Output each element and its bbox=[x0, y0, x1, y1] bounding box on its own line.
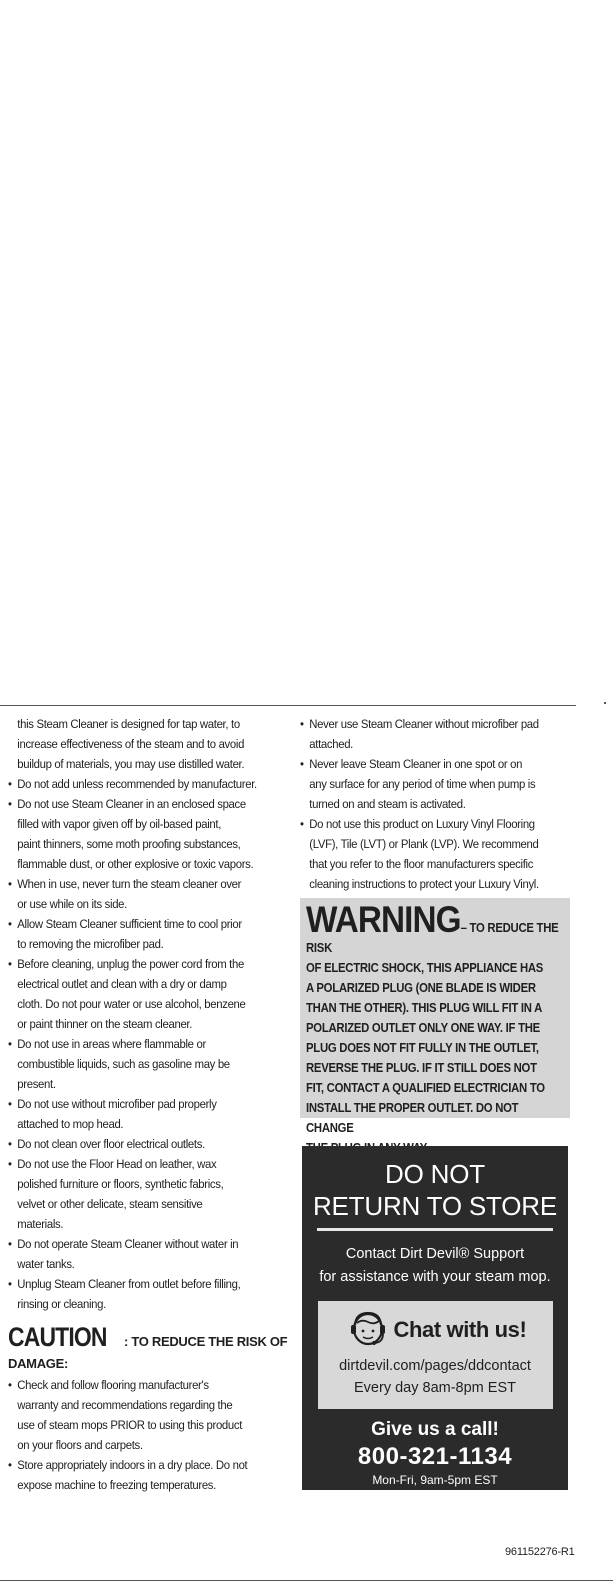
list-item-continuation: velvet or other delicate, steam sensitive bbox=[17, 1197, 203, 1211]
warning-line: OF ELECTRIC SHOCK, THIS APPLIANCE HAS bbox=[306, 961, 544, 975]
list-item: • Do not use without microfiber pad properly bbox=[8, 1094, 296, 1114]
top-divider bbox=[0, 705, 576, 706]
caution-subtitle-line2: DAMAGE: bbox=[8, 1356, 69, 1371]
chat-title: Chat with us! bbox=[393, 1317, 527, 1342]
warning-line: THAN THE OTHER). THIS PLUG WILL FIT IN A bbox=[306, 1001, 543, 1015]
list-item-continuation: on your floors and carpets. bbox=[17, 1438, 143, 1452]
do-not-return-title bbox=[302, 1158, 568, 1222]
warning-line: POLARIZED OUTLET ONLY ONE WAY. IF THE bbox=[306, 1021, 540, 1035]
list-item: • Do not clean over floor electrical outlets. bbox=[8, 1134, 296, 1154]
list-item-continuation: rinsing or cleaning. bbox=[17, 1297, 106, 1311]
list-item-continuation: increase effectiveness of the steam and to avoid bbox=[17, 737, 245, 751]
list-item-continuation: materials. bbox=[17, 1217, 64, 1231]
caution-word: CAUTION bbox=[8, 1322, 107, 1352]
list-item: • When in use, never turn the steam cleaner over bbox=[8, 874, 296, 894]
contact-text bbox=[302, 1243, 568, 1289]
chat-url-link[interactable]: dirtdevil.com/pages/ddcontact bbox=[339, 1358, 531, 1374]
list-item-continuation: expose machine to freezing temperatures. bbox=[17, 1478, 216, 1492]
left-column bbox=[8, 714, 288, 1495]
list-item-continuation: water tanks. bbox=[17, 1257, 75, 1271]
list-item-continuation: this Steam Cleaner is designed for tap water, to bbox=[17, 717, 240, 731]
chat-panel[interactable] bbox=[318, 1301, 553, 1409]
list-item: • Allow Steam Cleaner sufficient time to cool prior bbox=[8, 914, 296, 934]
warning-line: PLUG DOES NOT FIT FULLY IN THE OUTLET, bbox=[306, 1041, 539, 1055]
warning-line: INSTALL THE PROPER OUTLET. DO NOT CHANGE bbox=[306, 1101, 519, 1135]
title-line-1: DO NOT bbox=[385, 1159, 485, 1189]
list-item: • Do not add unless recommended by manufacturer. bbox=[8, 774, 296, 794]
warning-text bbox=[306, 899, 566, 1158]
bottom-divider bbox=[0, 1580, 613, 1581]
right-column bbox=[300, 714, 575, 1135]
list-item-continuation: attached to mop head. bbox=[17, 1117, 124, 1131]
list-item: • Do not use this product on Luxury Vinyl Flooring bbox=[300, 814, 583, 834]
caution-list bbox=[8, 1375, 288, 1495]
edge-mark bbox=[604, 702, 606, 704]
list-item-continuation: use of steam mops PRIOR to using this product bbox=[17, 1418, 243, 1432]
list-item-continuation: electrical outlet and clean with a dry or damp bbox=[17, 977, 227, 991]
warning-line: FIT, CONTACT A QUALIFIED ELECTRICIAN TO bbox=[306, 1081, 545, 1095]
caution-subtitle: : TO REDUCE THE RISK OF bbox=[124, 1334, 288, 1349]
list-item: • Do not use in areas where flammable or bbox=[8, 1034, 296, 1054]
list-item-continuation: buildup of materials, you may use distilled water. bbox=[17, 757, 245, 771]
list-item-continuation: present. bbox=[17, 1077, 56, 1091]
warning-line: REVERSE THE PLUG. IF IT STILL DOES NOT bbox=[306, 1061, 537, 1075]
list-item: • Unplug Steam Cleaner from outlet before filling, bbox=[8, 1274, 296, 1294]
list-item-continuation: attached. bbox=[309, 737, 354, 751]
contact-line-2: for assistance with your steam mop. bbox=[319, 1269, 551, 1285]
warning-line: – TO REDUCE THE RISK bbox=[306, 921, 559, 955]
title-line-2: RETURN TO STORE bbox=[312, 1191, 558, 1221]
list-item-continuation: any surface for any period of time when pump is bbox=[309, 777, 536, 791]
phone-hours: Mon-Fri, 9am-5pm EST bbox=[372, 1473, 498, 1487]
title-divider bbox=[317, 1228, 553, 1231]
list-item-continuation: or paint thinner on the steam cleaner. bbox=[17, 1017, 193, 1031]
chat-header bbox=[318, 1301, 553, 1349]
list-item: • Never use Steam Cleaner without microfiber pad bbox=[300, 714, 583, 734]
warning-line: A POLARIZED PLUG (ONE BLADE IS WIDER bbox=[306, 981, 536, 995]
call-title: Give us a call! bbox=[371, 1419, 499, 1440]
chat-hours: Every day 8am-8pm EST bbox=[354, 1380, 516, 1396]
list-item-continuation: flammable dust, or other explosive or toxic vapors. bbox=[17, 857, 254, 871]
document-code: 961152276-R1 bbox=[505, 1546, 575, 1558]
phone-number[interactable]: 800-321-1134 bbox=[357, 1443, 513, 1470]
list-item: • Do not use the Floor Head on leather, wax bbox=[8, 1154, 296, 1174]
safety-list-continued bbox=[300, 714, 575, 894]
list-item-continuation: cloth. Do not pour water or use alcohol, benzene bbox=[17, 997, 246, 1011]
list-item-continuation: or use while on its side. bbox=[17, 897, 127, 911]
list-item: • Do not use Steam Cleaner in an enclosed space bbox=[8, 794, 296, 814]
list-item: • Do not operate Steam Cleaner without water in bbox=[8, 1234, 296, 1254]
list-item: • Before cleaning, unplug the power cord from the bbox=[8, 954, 296, 974]
list-item-continuation: to removing the microfiber pad. bbox=[17, 937, 164, 951]
contact-line-1: Contact Dirt Devil® Support bbox=[345, 1246, 525, 1262]
list-item: • Check and follow flooring manufacturer's bbox=[8, 1375, 296, 1395]
list-item-continuation: that you refer to the floor manufacturers specific bbox=[309, 857, 534, 871]
list-item-continuation: turned on and steam is activated. bbox=[309, 797, 466, 811]
support-agent-icon bbox=[348, 1307, 392, 1354]
list-item-continuation: filled with vapor given off by oil-based paint, bbox=[17, 817, 222, 831]
list-item-continuation: combustible liquids, such as gasoline may be bbox=[17, 1057, 230, 1071]
warning-word: WARNING bbox=[306, 899, 461, 940]
list-item: • Store appropriately indoors in a dry place. Do not bbox=[8, 1455, 296, 1475]
list-item-continuation: polished furniture or floors, synthetic fabrics, bbox=[17, 1177, 224, 1191]
support-box bbox=[302, 1146, 568, 1490]
safety-list bbox=[8, 714, 288, 1314]
list-item-continuation: paint thinners, some moth proofing substances, bbox=[17, 837, 241, 851]
list-item-continuation: cleaning instructions to protect your Luxury Vinyl. bbox=[309, 877, 539, 891]
caution-heading bbox=[8, 1322, 288, 1375]
list-item: • Never leave Steam Cleaner in one spot or on bbox=[300, 754, 583, 774]
list-item-continuation: (LVF), Tile (LVT) or Plank (LVP). We recommend bbox=[309, 837, 539, 851]
warning-box bbox=[300, 898, 570, 1135]
list-item-continuation: warranty and recommendations regarding the bbox=[17, 1398, 233, 1412]
